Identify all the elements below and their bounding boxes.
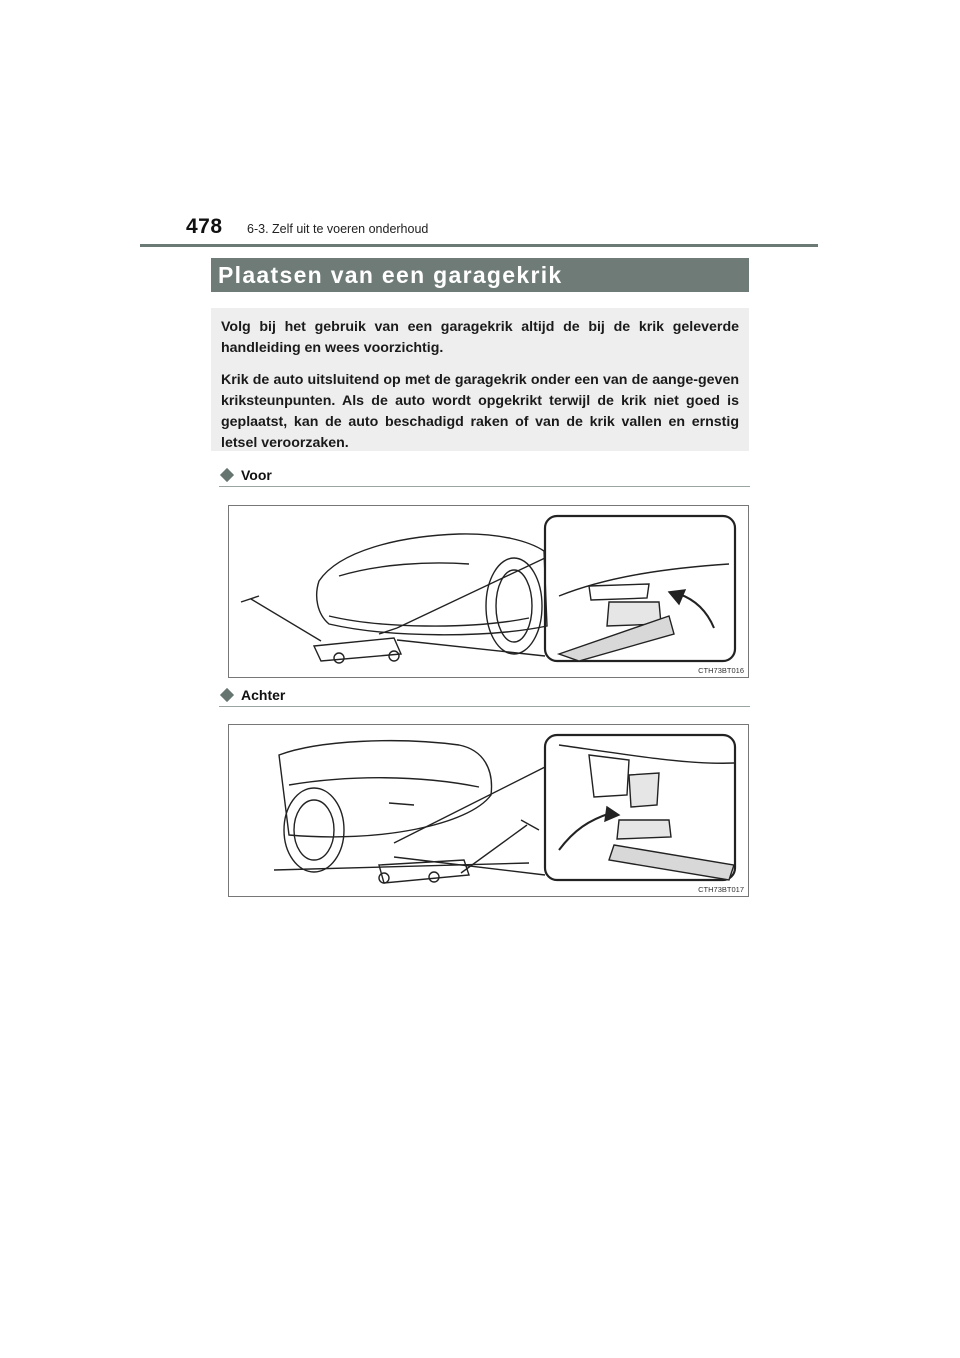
- warning-box: [211, 308, 749, 451]
- header-rule: [140, 244, 818, 247]
- rear-jack-illustration: [229, 725, 748, 896]
- warning-paragraph: Krik de auto uitsluitend op met de garagekrik onder een van de aange-geven kriksteunpunten. Als de auto wordt opgekrikt terwijl de krik niet goed is geplaatst, kan de auto beschadigd raken of van de krik vallen en ernstig letsel veroorzaken.: [221, 372, 739, 451]
- subheading-label: Voor: [241, 467, 272, 483]
- front-jack-illustration: [229, 506, 748, 677]
- subheading-label: Achter: [241, 687, 286, 703]
- diamond-bullet-icon: [220, 468, 234, 482]
- warning-paragraph: Volg bij het gebruik van een garagekrik altijd de bij de krik geleverde handleiding en wees voorzichtig.: [221, 319, 739, 356]
- diamond-bullet-icon: [220, 688, 234, 702]
- page-number: 478: [186, 215, 223, 238]
- section-title: Plaatsen van een garagekrik: [211, 258, 749, 292]
- running-head: 6-3. Zelf uit te voeren onderhoud: [247, 222, 429, 236]
- subheading-front: [219, 464, 750, 487]
- figure-code: CTH73BT016: [698, 666, 744, 675]
- figure-code: CTH73BT017: [698, 885, 744, 894]
- figure-rear-jack: [228, 724, 749, 897]
- subheading-rear: [219, 684, 750, 707]
- figure-front-jack: [228, 505, 749, 678]
